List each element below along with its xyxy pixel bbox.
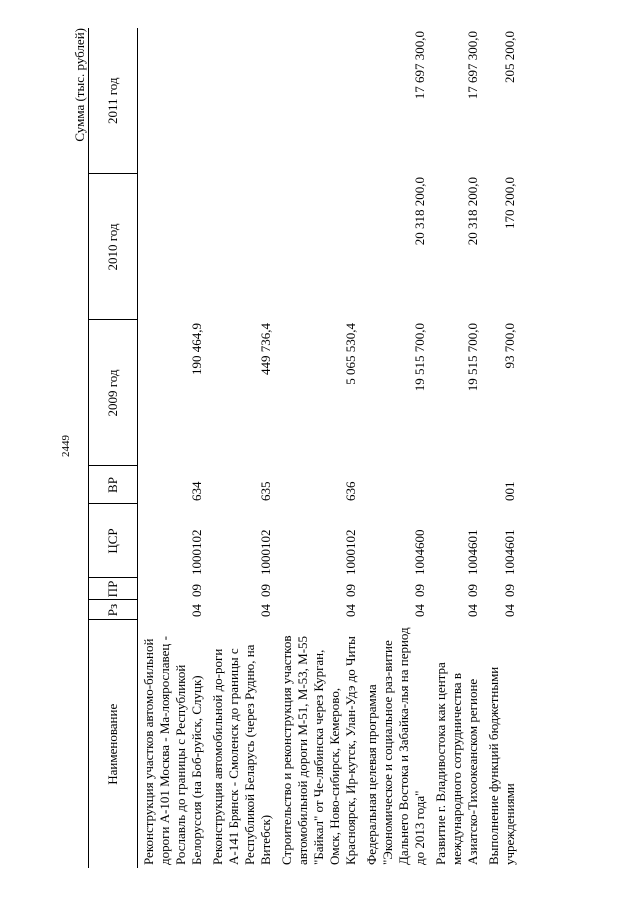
header-name: Наименование <box>89 620 138 868</box>
table-row <box>483 28 520 868</box>
row-pr: 09 <box>189 584 204 597</box>
row-2009: 19 515 700,0 <box>465 323 480 392</box>
row-2011: 17 697 300,0 <box>465 31 480 100</box>
row-pr: 09 <box>412 584 427 597</box>
row-2009: 190 464,9 <box>189 323 204 375</box>
row-2009: 93 700,0 <box>502 323 517 369</box>
row-csr: 1000102 <box>258 529 273 575</box>
row-2011 <box>138 28 208 174</box>
row-vr <box>361 466 430 504</box>
row-csr: 1004601 <box>502 529 517 575</box>
budget-table <box>88 28 520 868</box>
row-name: Федеральная целевая программа "Экономическое и социальное раз-витие Дальнего Востока и Забайка-лья на период до 2013 года" <box>364 627 427 865</box>
units-label: Сумма (тыс. рублей) <box>72 28 87 142</box>
row-name: Реконструкция автомобильной до-роги А-141 Брянск - Смоленск до границы с Республикой Беларусь (через Рудню, на Витебск) <box>210 644 273 865</box>
row-2010: 170 200,0 <box>502 177 517 229</box>
row-2010 <box>138 174 208 320</box>
row-name: Строительство и реконструкция участков автомобильной дороги М-51, М-53, М-55 "Байкал" от Че-лябинска через Курган, Омск, Ново-сибирск, Кемерово, Красноярск, Ир-кутск, Улан-Удэ до Читы <box>279 635 358 865</box>
row-vr: 635 <box>258 481 273 501</box>
header-rz: Рз <box>89 600 138 620</box>
row-rz: 04 <box>502 604 517 617</box>
row-pr: 09 <box>258 584 273 597</box>
header-2009: 2009 год <box>89 320 138 466</box>
row-vr: 001 <box>502 481 517 501</box>
row-2010 <box>207 174 276 320</box>
row-2010: 20 318 200,0 <box>465 177 480 246</box>
row-vr: 636 <box>343 481 358 501</box>
row-2010 <box>276 174 361 320</box>
header-2011: 2011 год <box>89 28 138 174</box>
row-rz: 04 <box>258 604 273 617</box>
row-csr: 1000102 <box>343 529 358 575</box>
row-2011 <box>207 28 276 174</box>
row-2010: 20 318 200,0 <box>412 177 427 246</box>
table-row <box>138 28 208 868</box>
row-csr: 1004601 <box>465 529 480 575</box>
row-name: Реконструкция участков автомо-бильной дороги А-101 Москва - Ма-лоярославец - Рославль до границы с Республикой Белоруссия (на Боб-руйск, Слуцк) <box>141 636 204 865</box>
page-number: 2449 <box>60 435 72 457</box>
row-2011: 17 697 300,0 <box>412 31 427 100</box>
header-row <box>89 28 138 868</box>
row-csr: 1004600 <box>412 529 427 575</box>
row-pr: 09 <box>502 584 517 597</box>
row-csr: 1000102 <box>189 529 204 575</box>
row-rz: 04 <box>412 604 427 617</box>
row-2011: 205 200,0 <box>502 31 517 83</box>
row-vr: 634 <box>189 481 204 501</box>
table-row <box>361 28 430 868</box>
row-rz: 04 <box>343 604 358 617</box>
row-2009: 19 515 700,0 <box>412 323 427 392</box>
row-2009: 449 736,4 <box>258 323 273 375</box>
header-pr: ПР <box>89 578 138 600</box>
rotated-page-content <box>72 28 552 868</box>
table-row <box>430 28 483 868</box>
table-row <box>276 28 361 868</box>
row-rz: 04 <box>189 604 204 617</box>
header-csr: ЦСР <box>89 504 138 578</box>
row-vr <box>430 466 483 504</box>
header-2010: 2010 год <box>89 174 138 320</box>
row-2011 <box>276 28 361 174</box>
row-name: Развитие г. Владивостока как центра международного сотрудничества в Азиатско-Тихоокеанском регионе <box>433 662 480 865</box>
row-2009: 5 065 530,4 <box>343 323 358 385</box>
header-vr: ВР <box>89 466 138 504</box>
table-row <box>207 28 276 868</box>
row-name: Выполнение функций бюджетными учреждениями <box>486 666 517 865</box>
row-pr: 09 <box>343 584 358 597</box>
row-rz: 04 <box>465 604 480 617</box>
row-pr: 09 <box>465 584 480 597</box>
